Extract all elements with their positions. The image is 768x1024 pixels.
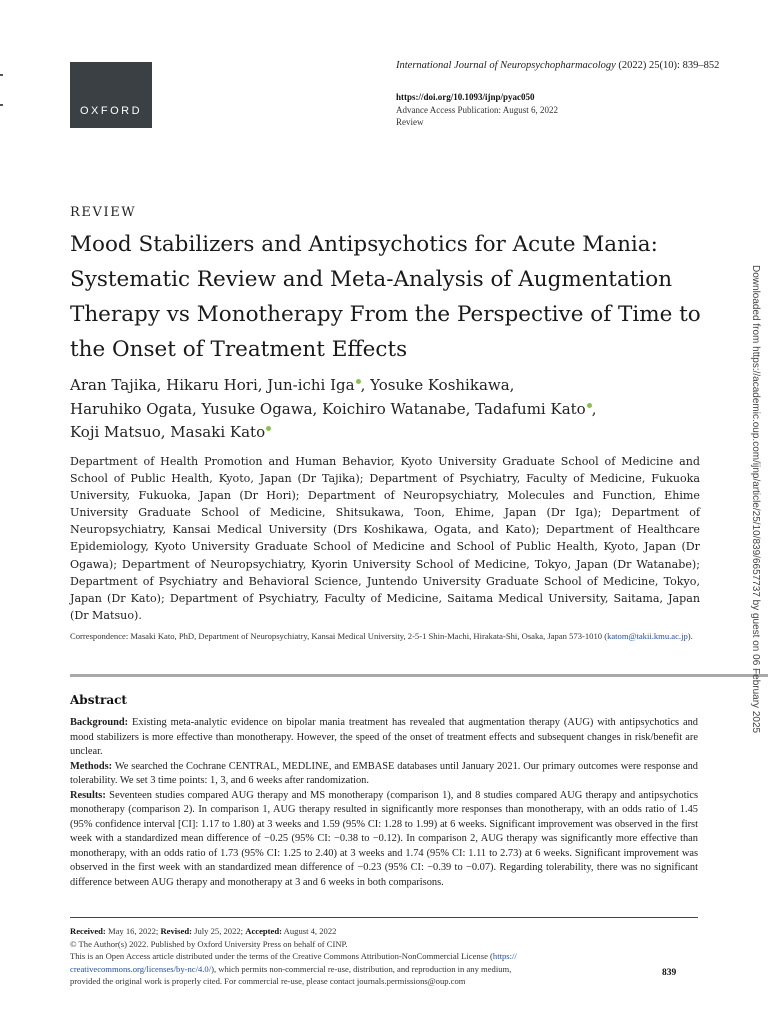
journal-name: International Journal of Neuropsychopharmacology (396, 60, 616, 71)
page-number: 839 (662, 968, 677, 978)
article-type: Review (396, 117, 424, 127)
authors-line: Haruhiko Ogata, Yusuke Ogawa, Koichiro Watanabe, Tadafumi Kato (70, 399, 586, 418)
license-text: provided the original work is properly cited. For commercial re-use, please contact journals.permissions@oup.com (70, 976, 466, 986)
article-meta (396, 91, 558, 129)
journal-details: (2022) 25(10): 839–852 (615, 60, 720, 71)
accepted-date: August 4, 2022 (281, 926, 337, 936)
correspondence (70, 630, 710, 643)
license-link[interactable]: https:// (492, 951, 517, 961)
revised-label: Revised: (160, 926, 192, 936)
correspondence-text: Correspondence: Masaki Kato, PhD, Department of Neuropsychiatry, Kansai Medical University, 2-5-1 Shin-Machi, Hirakata-Shi, Osaka, Japan 573-1010 ( (70, 631, 608, 641)
results-label: Results: (70, 789, 106, 801)
author-list (70, 374, 710, 445)
license-text: ), which permits non-commercial re-use, distribution, and reproduction in any medium, (211, 963, 512, 974)
oxford-logo[interactable] (70, 62, 152, 128)
accepted-label: Accepted: (245, 926, 282, 936)
background-label: Background: (70, 717, 129, 728)
divider (70, 674, 768, 677)
received-label: Received: (70, 926, 106, 936)
orcid-icon[interactable] (266, 426, 271, 431)
background-text: Existing meta-analytic evidence on bipolar mania treatment has revealed that augmentation therapy (AUG) with antipsychotics and mood stabilizers is more effective than monotherapy. However, the speed of the onset of treatment effects and subsequent changes in risk/benefit are unclear. (70, 717, 698, 757)
authors-line: Koji Matsuo, Masaki Kato (70, 423, 266, 441)
margin-mark (0, 74, 3, 76)
revised-date: July 25, 2022; (191, 926, 246, 936)
license-text: This is an Open Access article distributed under the terms of the Creative Commons Attribution-NonCommercial License ( (70, 951, 493, 961)
methods-label: Methods: (70, 760, 113, 772)
article-footer (70, 925, 630, 988)
authors-line: , Yosuke Koshikawa, (360, 376, 515, 394)
correspondence-end: ). (687, 631, 693, 641)
license-link[interactable]: creativecommons.org/licenses/by-nc/4.0/ (70, 963, 212, 974)
copyright: © The Author(s) 2022. Published by Oxford University Press on behalf of CINP. (70, 938, 348, 949)
abstract-body (70, 716, 698, 890)
advance-access-date: Advance Access Publication: August 6, 2022 (396, 104, 558, 115)
logo-text: OXFORD (79, 105, 143, 117)
section-label: REVIEW (70, 205, 137, 220)
received-date: May 16, 2022; (105, 926, 161, 936)
margin-mark (0, 104, 3, 106)
authors-line: Aran Tajika, Hikaru Hori, Jun-ichi Iga (70, 376, 355, 394)
divider (70, 917, 698, 918)
correspondence-email-link[interactable]: katom@takii.kmu.ac.jp (607, 631, 688, 641)
download-notice: Downloaded from https://academic.oup.com/ijnp/article/25/10/839/6657737 by guest on 06 February 2025 (750, 265, 761, 734)
abstract-heading: Abstract (70, 693, 127, 707)
article-title: Mood Stabilizers and Antipsychotics for Acute Mania: Systematic Review and Meta-Analysis of Augmentation Therapy vs Monotherapy From the Perspective of Time to the Onset of Treatment Effects (70, 232, 701, 362)
authors-line: , (591, 399, 597, 418)
journal-citation (396, 60, 746, 71)
doi-link[interactable]: https://doi.org/10.1093/ijnp/pyac050 (396, 92, 535, 102)
affiliations: Department of Health Promotion and Human Behavior, Kyoto University Graduate School of Medicine and School of Public Health, Kyoto, Japan (Dr Tajika); Department of Psychiatry, Faculty of Medicine, Fukuoka University, Fukuoka, Japan (Dr Hori); Department of Neuropsychiatry, Molecules and Function, Ehime University Graduate School of Medicine, Shitsukawa, Toon, Ehime, Japan (Dr Iga); Department of Neuropsychiatry, Kansai Medical University (Drs Koshikawa, Ogata, and Kato); Department of Healthcare Epidemiology, Kyoto University Graduate School of Medicine and School of Public Health, Kyoto, Japan (Dr Ogawa); Department of Neuropsychiatry, Kyorin University School of Medicine, Tokyo, Japan (Dr Watanabe); Department of Psychiatry and Behavioral Science, Juntendo University Graduate School of Medicine, Tokyo, Japan (Dr Kato); Department of Psychiatry, Faculty of Medicine, Saitama Medical University, Saitama, Japan (Dr Matsuo). (70, 455, 700, 622)
results-text: Seventeen studies compared AUG therapy and MS monotherapy (comparison 1), and 8 studies compared AUG therapy and antipsychotics monotherapy (comparison 2). In comparison 1, AUG therapy resulted in significantly more responses than monotherapy, with an odds ratio of 1.45 (95% confidence interval [CI]: 1.17 to 1.80) at 3 weeks and 1.59 (95% CI: 1.28 to 1.99) at 6 weeks. Significant improvement was observed in the first week with a standardized mean difference of −0.25 (95% CI: −0.38 to −0.12). In comparison 2, AUG therapy was significantly more effective than monotherapy, with an odds ratio of 1.73 (95% CI: 1.25 to 2.40) at 3 weeks and 1.74 (95% CI: 1.11 to 2.73) at 6 weeks. Significant improvement was observed in the first week with an standardized mean difference of −0.23 (95% CI: −0.39 to −0.07). Regarding tolerability, there was no significant difference between AUG therapy and monotherapy at 3 and 6 weeks in both comparisons. (70, 789, 698, 888)
methods-text: We searched the Cochrane CENTRAL, MEDLINE, and EMBASE databases until January 2021. Our primary outcomes were response and tolerability. We set 3 time points: 1, 3, and 6 weeks after randomization. (70, 760, 698, 786)
